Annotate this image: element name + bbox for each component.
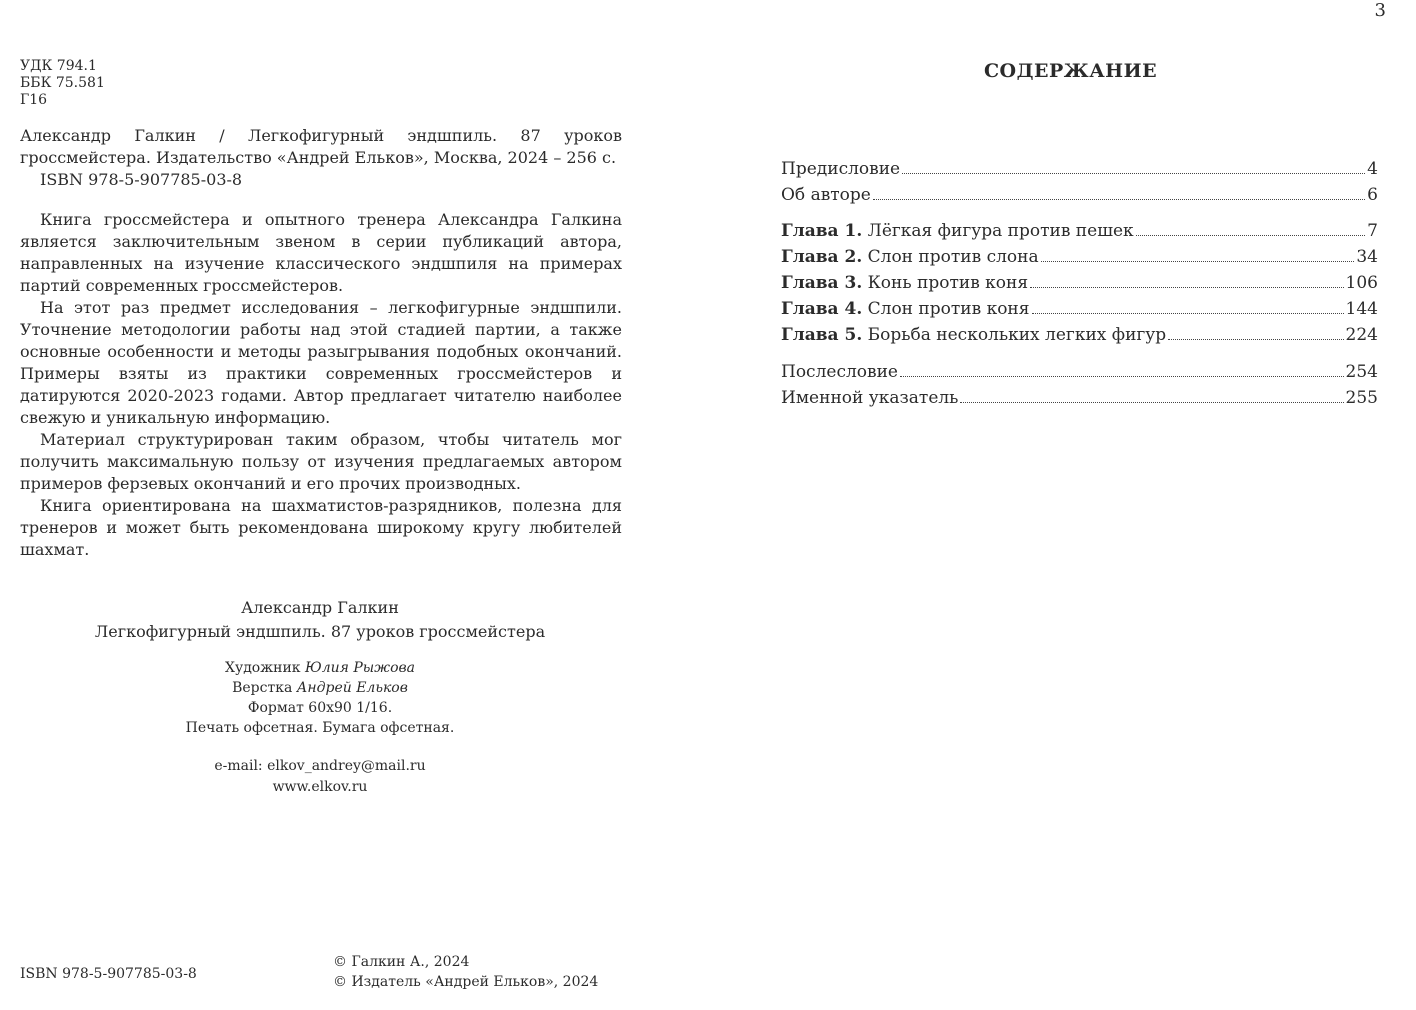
left-page <box>20 58 622 561</box>
toc-entry-page: 106 <box>1345 273 1378 293</box>
toc-entry-name-index <box>781 385 1378 411</box>
toc-entry-label: Лёгкая фигура против пешек <box>862 221 1134 241</box>
annotation-paragraph: Книга ориентирована на шахматистов-разрядников, полезна для тренеров и может быть рекомендована широкому кругу любителей шахмат. <box>20 496 622 559</box>
author-mark: Г16 <box>20 92 48 108</box>
toc-leader-dots <box>1168 339 1343 340</box>
copyright-publisher: © Издатель «Андрей Ельков», 2024 <box>333 974 599 990</box>
annotation-paragraph: Материал структурирован таким образом, чтобы читатель мог получить максимальную пользу от изучения предлагаемых автором примеров ферзевых окончаний и его прочих производных. <box>20 430 622 493</box>
toc-entry-page: 144 <box>1345 299 1378 319</box>
imprint-credits <box>20 658 620 738</box>
toc-leader-dots <box>902 173 1365 174</box>
toc-entry-label: Слон против слона <box>862 247 1039 267</box>
table-of-contents <box>781 156 1378 411</box>
copyright-author: © Галкин А., 2024 <box>333 954 470 970</box>
toc-leader-dots <box>1136 235 1365 236</box>
email-contact: e-mail: elkov_andrey@mail.ru <box>214 758 426 774</box>
annotation-paragraph: На этот раз предмет исследования – легкофигурные эндшпили. Уточнение методологии работы над этой стадией партии, а также основные особенности и методы разыгрывания подобных окончаний. Примеры взяты из практики современных гроссмейстеров и датируются 2020-2023 годами. Автор предлагает читателю наиболее свежую и уникальную информацию. <box>20 298 622 427</box>
toc-entry-label: Борьба нескольких легких фигур <box>862 325 1167 345</box>
chapter-number: Глава 2. <box>781 247 863 267</box>
toc-entry-page: 4 <box>1367 159 1378 179</box>
toc-entry-label: Об авторе <box>781 185 871 205</box>
toc-entry-about-author <box>781 182 1378 208</box>
page-number: 3 <box>1374 0 1386 21</box>
toc-entry-chapter-2 <box>781 244 1378 270</box>
toc-title: СОДЕРЖАНИЕ <box>983 60 1158 82</box>
bibliographic-text: Александр Галкин / Легкофигурный эндшпиль. 87 уроков гроссмейстера. Издательство «Андрей Ельков», Москва, 2024 – 256 с. <box>20 126 622 167</box>
imprint-author: Александр Галкин <box>241 598 399 617</box>
chapter-number: Глава 4. <box>781 299 863 319</box>
toc-entry-page: 34 <box>1356 247 1378 267</box>
toc-entry-chapter-3 <box>781 270 1378 296</box>
toc-leader-dots <box>900 376 1344 377</box>
toc-entry-label: Предисловие <box>781 159 901 179</box>
toc-leader-dots <box>1030 287 1343 288</box>
toc-entry-label: Слон против коня <box>862 299 1030 319</box>
toc-leader-dots <box>873 199 1365 200</box>
bbk-code: ББК 75.581 <box>20 75 105 91</box>
toc-entry-chapter-4 <box>781 296 1378 322</box>
toc-entry-chapter-1 <box>781 218 1378 244</box>
imprint-title: Легкофигурный эндшпиль. 87 уроков гроссмейстера <box>94 622 546 641</box>
toc-leader-dots <box>1041 261 1355 262</box>
toc-entry-page: 6 <box>1367 185 1378 205</box>
chapter-number: Глава 5. <box>781 325 863 345</box>
toc-entry-page: 224 <box>1345 325 1378 345</box>
layout-credit <box>20 678 620 698</box>
right-page <box>781 60 1378 411</box>
website-link: www.elkov.ru <box>272 779 368 795</box>
artist-name: Юлия Рыжова <box>304 660 416 676</box>
classification-codes <box>20 58 622 109</box>
chapter-number: Глава 3. <box>781 273 863 293</box>
print-info: Печать офсетная. Бумага офсетная. <box>185 720 455 736</box>
layout-label: Верстка <box>232 680 293 696</box>
artist-label: Художник <box>224 660 301 676</box>
toc-entry-page: 255 <box>1345 388 1378 408</box>
toc-entry-preface <box>781 156 1378 182</box>
toc-entry-label: Послесловие <box>781 362 898 382</box>
bibliographic-record <box>20 125 622 191</box>
chapter-number: Глава 1. <box>781 221 863 241</box>
toc-leader-dots <box>1032 313 1344 314</box>
contacts <box>20 756 620 798</box>
toc-entry-label: Конь против коня <box>862 273 1029 293</box>
copyright <box>333 952 598 992</box>
toc-entry-page: 254 <box>1345 362 1378 382</box>
footer-isbn: ISBN 978-5-907785-03-8 <box>20 966 197 982</box>
toc-entry-page: 7 <box>1367 221 1378 241</box>
toc-entry-chapter-5 <box>781 322 1378 348</box>
bibliographic-isbn: ISBN 978-5-907785-03-8 <box>40 170 243 189</box>
toc-entry-label: Именной указатель <box>781 388 959 408</box>
format-info: Формат 60x90 1/16. <box>247 700 393 716</box>
toc-entry-afterword <box>781 359 1378 385</box>
toc-leader-dots <box>960 402 1343 403</box>
artist-credit <box>20 658 620 678</box>
annotation-paragraph: Книга гроссмейстера и опытного тренера Александра Галкина является заключительным звеном в серии публикаций автора, направленных на изучение классического эндшпиля на примерах партий современных гроссмейстеров. <box>20 210 622 295</box>
imprint <box>20 596 620 798</box>
annotation <box>20 209 622 561</box>
layout-name: Андрей Ельков <box>296 680 408 696</box>
udk-code: УДК 794.1 <box>20 58 97 74</box>
